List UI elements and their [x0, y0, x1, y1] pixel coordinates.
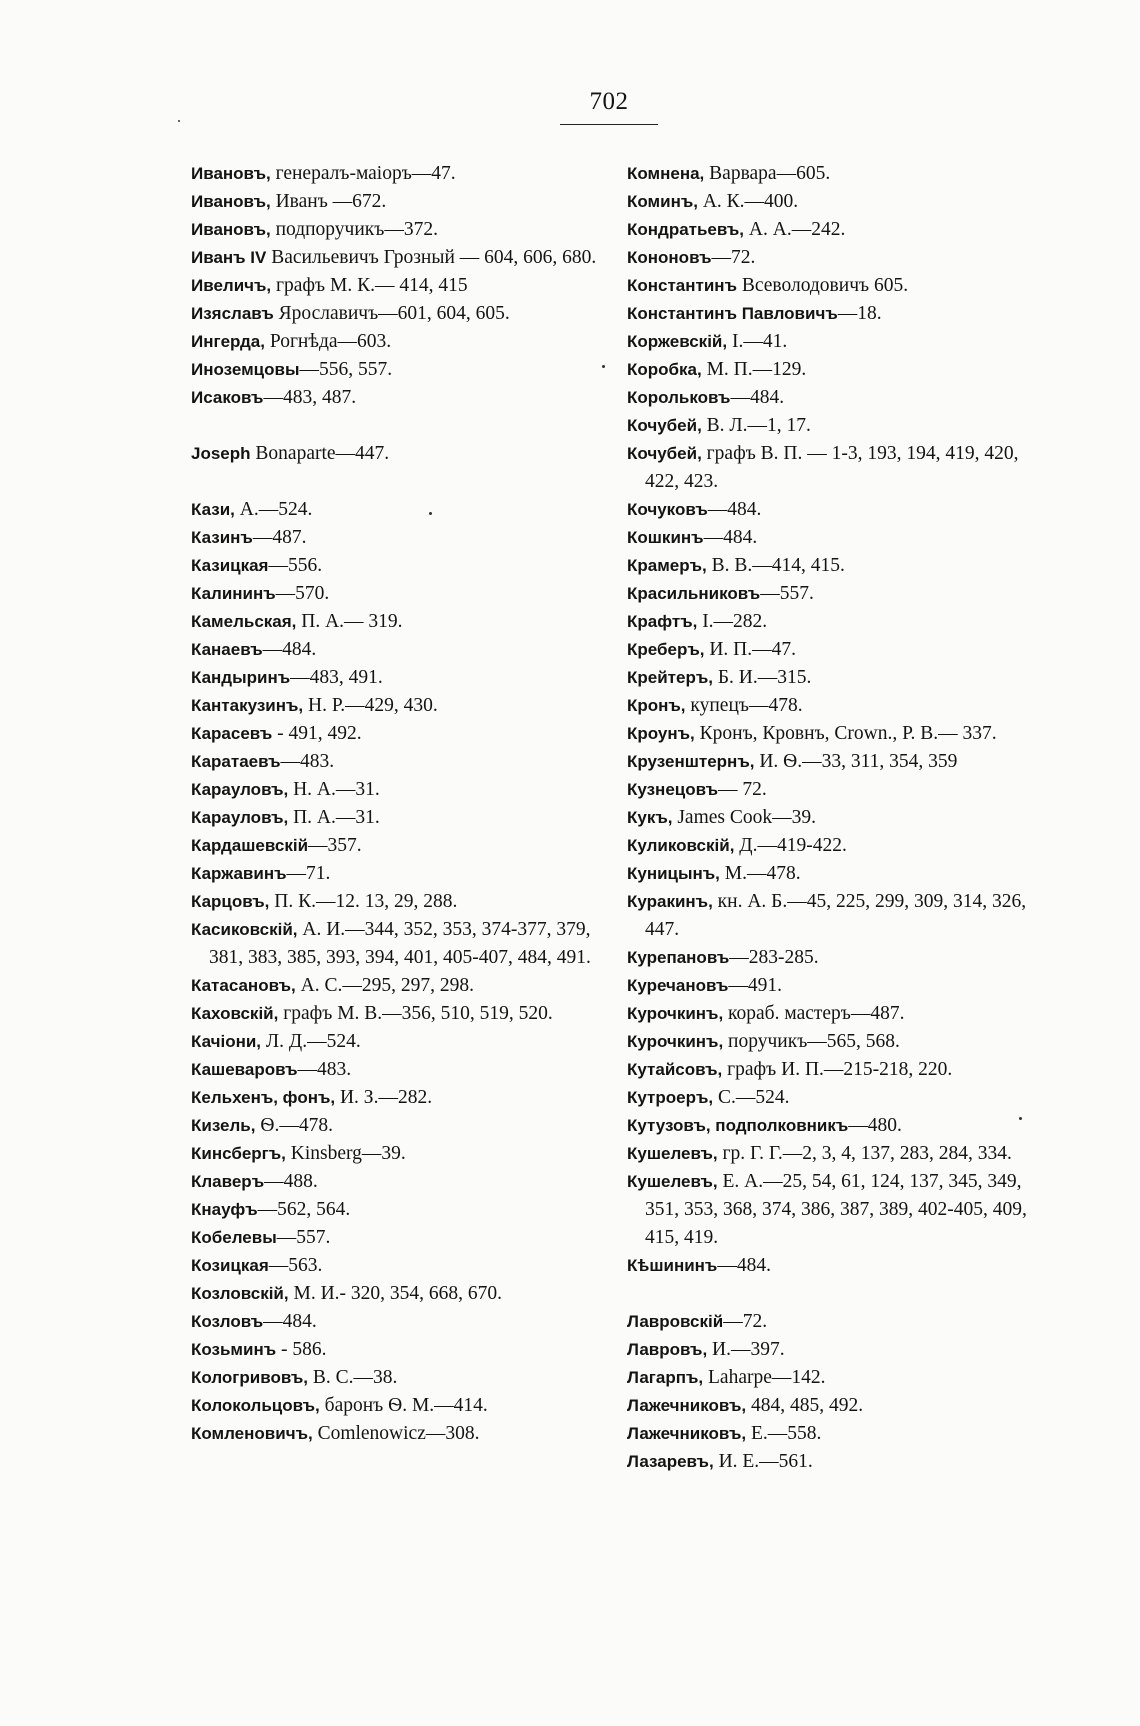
index-entry-refs: Рогнѣда—603.	[264, 331, 392, 352]
index-entry-name: Кантакузинъ,	[191, 696, 304, 715]
index-entry	[191, 1224, 611, 1252]
index-entry-name: Ингерда,	[191, 332, 265, 351]
index-entry-refs: М. И.- 320, 354, 668, 670.	[288, 1283, 503, 1304]
index-entry-refs: кораб. мастеръ—487.	[723, 1003, 905, 1024]
index-entry-name: Катасановъ,	[191, 976, 296, 995]
index-entry-refs: —483.	[280, 751, 335, 772]
index-entry-refs: гр. Г. Г.—2, 3, 4, 137, 283, 284, 334.	[717, 1143, 1012, 1164]
index-entry	[627, 188, 1052, 216]
index-entry-name: Козловскій,	[191, 1284, 289, 1303]
index-entry-refs: А.—524.	[234, 499, 313, 520]
index-entry-name: Кузнецовъ	[627, 780, 719, 799]
index-entry-name: Кутроеръ,	[627, 1088, 714, 1107]
index-entry-name: Коржевскій,	[627, 332, 728, 351]
print-speck	[429, 512, 432, 515]
index-entry-refs: —18.	[837, 303, 882, 324]
index-entry-refs: М.—478.	[719, 863, 801, 884]
index-entry	[191, 496, 611, 524]
index-entry	[627, 748, 1052, 776]
index-entry	[627, 664, 1052, 692]
index-entry-refs: Варвара—605.	[704, 163, 831, 184]
index-entry-name: Крузенштернъ,	[627, 752, 755, 771]
index-entry-name: Крейтеръ,	[627, 668, 713, 687]
index-entry	[627, 160, 1052, 188]
index-entry-name: Константинъ Павловичъ	[627, 304, 838, 323]
index-entry-name: Кардашевскій	[191, 836, 309, 855]
index-entry-refs: А. А.—242.	[744, 219, 846, 240]
index-entry-name: Канаевъ	[191, 640, 263, 659]
index-entry	[191, 524, 611, 552]
index-entry	[627, 216, 1052, 244]
index-entry-name: Красильниковъ	[627, 584, 761, 603]
index-entry	[191, 804, 611, 832]
index-entry-name: Изяславъ	[191, 304, 274, 323]
index-entry-name: Карауловъ,	[191, 808, 289, 827]
index-entry-refs: Е.—558.	[746, 1423, 822, 1444]
index-entry-name: Карауловъ,	[191, 780, 289, 799]
index-entry-name: Лавровскій	[627, 1312, 724, 1331]
index-entry	[627, 580, 1052, 608]
index-entry-refs: —557.	[760, 583, 814, 604]
index-column-left	[191, 160, 611, 1448]
index-entry-refs: П. К.—12. 13, 29, 288.	[269, 891, 458, 912]
index-entry	[191, 216, 611, 244]
index-entry-refs: графъ В. П. — 1-3, 193, 194, 419, 420, 422, 423.	[645, 443, 1019, 492]
index-entry-name: Лагарпъ,	[627, 1368, 704, 1387]
index-entry-name: Иноземцовы	[191, 360, 300, 379]
index-entry-refs: В. С.—38.	[307, 1367, 398, 1388]
index-entry	[627, 972, 1052, 1000]
index-entry-name: Каратаевъ	[191, 752, 281, 771]
print-speck	[1019, 1117, 1022, 1120]
index-entry-name: Куницынъ,	[627, 864, 720, 883]
index-entry-name: Куракинъ,	[627, 892, 713, 911]
index-entry	[627, 720, 1052, 748]
index-entry-refs: баронъ Ѳ. М.—414.	[319, 1395, 488, 1416]
index-entry	[627, 832, 1052, 860]
index-entry-name: Кононовъ	[627, 248, 712, 267]
index-entry	[191, 1364, 611, 1392]
index-entry	[627, 1308, 1052, 1336]
index-entry	[627, 944, 1052, 972]
index-entry-refs: Kinsberg—39.	[285, 1143, 406, 1164]
index-entry	[627, 524, 1052, 552]
index-entry-refs: графъ М. К.— 414, 415	[271, 275, 468, 296]
index-entry-name: Ивановъ,	[191, 164, 271, 183]
index-entry-name: Касиковскій,	[191, 920, 298, 939]
index-entry	[191, 1056, 611, 1084]
index-entry	[191, 1000, 611, 1028]
index-entry-refs: А. И.—344, 352, 353, 374-377, 379, 381, 383, 385, 393, 394, 401, 405-407, 484, 491.	[209, 919, 591, 968]
index-entry	[191, 440, 611, 468]
index-entry-name: Лажечниковъ,	[627, 1424, 747, 1443]
index-entry	[191, 972, 611, 1000]
index-entry-refs: подпоручикъ—372.	[270, 219, 438, 240]
index-entry-name: Корольковъ	[627, 388, 731, 407]
index-entry	[191, 272, 611, 300]
index-entry-refs: —72.	[723, 1311, 768, 1332]
index-entry-refs: Б. И.—315.	[712, 667, 812, 688]
index-entry	[191, 1196, 611, 1224]
index-entry	[627, 328, 1052, 356]
index-entry-name: Куликовскій,	[627, 836, 735, 855]
index-entry-name: Клаверъ	[191, 1172, 265, 1191]
index-entry-refs: И. З.—282.	[335, 1087, 433, 1108]
index-entry-refs: П. А.— 319.	[296, 611, 403, 632]
index-entry-name: Крамеръ,	[627, 556, 707, 575]
index-entry-refs: —484.	[707, 499, 762, 520]
index-entry-refs: С.—524.	[713, 1087, 790, 1108]
index-entry-name: Кельхенъ, фонъ,	[191, 1088, 336, 1107]
index-entry-refs: И. Е.—561.	[713, 1451, 813, 1472]
index-entry	[191, 580, 611, 608]
index-entry-refs: —487.	[252, 527, 307, 548]
index-entry-refs: И. П.—47.	[704, 639, 796, 660]
index-entry-name: Козьминъ	[191, 1340, 277, 1359]
index-entry-refs: —483, 491.	[290, 667, 383, 688]
index-entry	[191, 1168, 611, 1196]
index-entry	[191, 916, 611, 972]
index-entry	[191, 1420, 611, 1448]
index-entry-refs: —357.	[308, 835, 362, 856]
index-entry-refs: —488.	[264, 1171, 318, 1192]
index-entry-name: Иванъ IV	[191, 248, 267, 267]
index-entry	[627, 692, 1052, 720]
index-entry-name: Креберъ,	[627, 640, 705, 659]
index-entry	[627, 1028, 1052, 1056]
index-entry	[191, 692, 611, 720]
index-entry-name: Кроунъ,	[627, 724, 695, 743]
index-entry	[191, 1252, 611, 1280]
index-entry	[627, 412, 1052, 440]
index-entry	[191, 720, 611, 748]
index-entry	[627, 608, 1052, 636]
index-entry	[191, 552, 611, 580]
index-entry-name: Кандыринъ	[191, 668, 291, 687]
index-entry-name: Кондратьевъ,	[627, 220, 745, 239]
index-entry	[627, 1364, 1052, 1392]
index-entry-name: Кушелевъ,	[627, 1172, 718, 1191]
index-entry	[191, 1308, 611, 1336]
index-entry-name: Лазаревъ,	[627, 1452, 714, 1471]
index-entry	[627, 1140, 1052, 1168]
index-entry	[627, 1056, 1052, 1084]
index-entry-refs: - 586.	[276, 1339, 327, 1360]
section-gap	[627, 1280, 1052, 1308]
index-entry-name: Курепановъ	[627, 948, 730, 967]
index-entry-refs: Ѳ.—478.	[255, 1115, 333, 1136]
index-entry	[627, 440, 1052, 496]
index-entry-name: Ивеличъ,	[191, 276, 272, 295]
index-entry-refs: Н. Р.—429, 430.	[303, 695, 438, 716]
index-entry	[191, 1140, 611, 1168]
index-entry-name: Казицкая	[191, 556, 269, 575]
index-entry-refs: — 72.	[718, 779, 767, 800]
index-entry	[627, 1448, 1052, 1476]
index-entry	[627, 1252, 1052, 1280]
index-entry-refs: В. Л.—1, 17.	[701, 415, 811, 436]
index-entry-name: Куречановъ	[627, 976, 729, 995]
index-entry	[627, 636, 1052, 664]
index-entry-name: Курочкинъ,	[627, 1004, 724, 1023]
index-entry-name: Исаковъ	[191, 388, 264, 407]
index-entry	[191, 664, 611, 692]
index-entry-name: Калининъ	[191, 584, 276, 603]
index-entry	[191, 832, 611, 860]
index-entry-name: Комленовичъ,	[191, 1424, 313, 1443]
index-entry-name: Крафтъ,	[627, 612, 698, 631]
index-entry	[627, 384, 1052, 412]
index-entry-name: Кази,	[191, 500, 235, 519]
index-entry	[627, 272, 1052, 300]
index-entry-refs: —491.	[728, 975, 783, 996]
index-entry-name: Коминъ,	[627, 192, 698, 211]
section-gap	[191, 412, 611, 440]
page-number-rule	[560, 124, 658, 125]
index-entry	[627, 888, 1052, 944]
index-entry-refs: —556, 557.	[299, 359, 393, 380]
index-entry-name: Комнена,	[627, 164, 705, 183]
index-entry-name: Константинъ	[627, 276, 737, 295]
index-entry	[627, 552, 1052, 580]
index-entry	[627, 1168, 1052, 1252]
index-entry	[191, 608, 611, 636]
index-entry-refs: —71.	[286, 863, 331, 884]
index-entry-refs: И. Ѳ.—33, 311, 354, 359	[754, 751, 958, 772]
index-entry-name: Кашеваровъ	[191, 1060, 298, 1079]
index-entry-refs: —556.	[268, 555, 323, 576]
index-entry-name: Кочуковъ	[627, 500, 708, 519]
index-entry-refs: купецъ—478.	[685, 695, 803, 716]
index-entry	[627, 1084, 1052, 1112]
index-entry-refs: —557.	[276, 1227, 331, 1248]
index-entry-name: Кочубей,	[627, 416, 702, 435]
index-entry	[191, 384, 611, 412]
index-entry	[627, 1336, 1052, 1364]
index-entry	[191, 776, 611, 804]
index-entry-refs: —562, 564.	[257, 1199, 351, 1220]
index-entry-refs: I.—282.	[697, 611, 768, 632]
index-entry-name: Кобелевы	[191, 1228, 277, 1247]
index-entry-refs: —484.	[717, 1255, 771, 1276]
index-entry-refs: James Cook—39.	[672, 807, 817, 828]
index-entry-refs: Васильевичъ Грозный — 604, 606, 680.	[266, 247, 597, 268]
index-entry-refs: —483.	[297, 1059, 352, 1080]
index-entry-name: Карасевъ	[191, 724, 273, 743]
index-entry-refs: —484.	[730, 387, 785, 408]
index-entry	[191, 300, 611, 328]
index-entry-refs: графъ И. П.—215-218, 220.	[722, 1059, 953, 1080]
index-entry	[627, 1420, 1052, 1448]
index-entry	[627, 244, 1052, 272]
index-entry	[191, 1392, 611, 1420]
index-entry-name: Кронъ,	[627, 696, 686, 715]
index-entry-refs: —484.	[703, 527, 758, 548]
index-entry-name: Кологривовъ,	[191, 1368, 308, 1387]
index-entry-name: Кошкинъ	[627, 528, 704, 547]
index-entry	[191, 1280, 611, 1308]
index-entry	[191, 636, 611, 664]
index-entry	[191, 244, 611, 272]
index-entry-refs: Bonaparte—447.	[250, 443, 390, 464]
index-entry	[191, 1112, 611, 1140]
index-entry-name: Кочубей,	[627, 444, 702, 463]
index-entry-name: Камельская,	[191, 612, 297, 631]
index-entry-name: Кнауфъ	[191, 1200, 258, 1219]
index-entry	[191, 188, 611, 216]
index-entry	[191, 1028, 611, 1056]
index-entry-refs: I.—41.	[727, 331, 788, 352]
index-entry-refs: А. К.—400.	[697, 191, 799, 212]
index-entry-name: Каховскій,	[191, 1004, 279, 1023]
index-entry	[191, 860, 611, 888]
index-entry-refs: И.—397.	[707, 1339, 785, 1360]
index-column-right	[627, 160, 1052, 1476]
index-entry-refs: —570.	[275, 583, 330, 604]
index-entry	[627, 356, 1052, 384]
index-entry-refs: Comlenowicz—308.	[312, 1423, 480, 1444]
index-entry-refs: —480.	[848, 1115, 902, 1136]
index-entry	[191, 160, 611, 188]
index-entry-refs: Д.—419-422.	[734, 835, 847, 856]
index-entry-name: Ивановъ,	[191, 220, 271, 239]
index-entry-name: Кутайсовъ,	[627, 1060, 723, 1079]
index-entry-name: Каржавинъ	[191, 864, 287, 883]
index-entry	[191, 888, 611, 916]
section-gap	[191, 468, 611, 496]
index-entry	[627, 860, 1052, 888]
index-entry-refs: —72.	[711, 247, 756, 268]
index-entry	[191, 1084, 611, 1112]
index-entry-name: Казинъ	[191, 528, 253, 547]
index-entry	[191, 328, 611, 356]
index-entry	[191, 356, 611, 384]
index-entry-name: Карцовъ,	[191, 892, 270, 911]
index-entry-name: Козицкая	[191, 1256, 269, 1275]
index-entry-refs: кн. А. Б.—45, 225, 299, 309, 314, 326, 447.	[645, 891, 1027, 940]
index-entry-name: Кушелевъ,	[627, 1144, 718, 1163]
index-entry-refs: Е. А.—25, 54, 61, 124, 137, 345, 349, 351, 353, 368, 374, 386, 387, 389, 402-405, 409, 415, 419.	[645, 1171, 1027, 1248]
index-entry-name: Кинсбергъ,	[191, 1144, 286, 1163]
index-entry-name: Joseph	[191, 444, 251, 463]
index-entry	[627, 1112, 1052, 1140]
index-entry-name: Кизель,	[191, 1116, 256, 1135]
index-entry-refs: 484, 485, 492.	[746, 1395, 864, 1416]
index-entry	[627, 496, 1052, 524]
index-entry-refs: графъ М. В.—356, 510, 519, 520.	[278, 1003, 553, 1024]
print-speck	[178, 120, 180, 122]
index-entry-refs: поручикъ—565, 568.	[723, 1031, 900, 1052]
index-entry	[627, 776, 1052, 804]
index-entry-name: Кѣшининъ	[627, 1256, 718, 1275]
index-entry-name: Ивановъ,	[191, 192, 271, 211]
index-entry	[627, 1000, 1052, 1028]
index-entry	[627, 804, 1052, 832]
index-entry-name: Лавровъ,	[627, 1340, 708, 1359]
index-entry-name: Кукъ,	[627, 808, 673, 827]
index-entry-refs: П. А.—31.	[288, 807, 380, 828]
index-entry-name: Курочкинъ,	[627, 1032, 724, 1051]
index-entry-name: Коробка,	[627, 360, 702, 379]
index-entry-refs: генералъ-маіоръ—47.	[270, 163, 456, 184]
index-entry-refs: Кронъ, Кровнъ, Crown., Р. В.— 337.	[694, 723, 997, 744]
index-entry-refs: - 491, 492.	[272, 723, 362, 744]
index-entry-refs: Н. А.—31.	[288, 779, 380, 800]
index-entry-refs: Л. Д.—524.	[261, 1031, 361, 1052]
index-entry	[627, 300, 1052, 328]
index-entry-refs: —484.	[262, 639, 317, 660]
page-number: 702	[589, 88, 629, 115]
index-entry-refs: А. С.—295, 297, 298.	[295, 975, 474, 996]
index-entry-refs: Ярославичъ—601, 604, 605.	[273, 303, 510, 324]
index-entry-refs: —484.	[263, 1311, 317, 1332]
index-entry-refs: В. В.—414, 415.	[706, 555, 845, 576]
index-entry-name: Качіони,	[191, 1032, 262, 1051]
index-entry-refs: Всеволодовичъ 605.	[736, 275, 909, 296]
index-entry	[191, 1336, 611, 1364]
index-entry-refs: Иванъ —672.	[270, 191, 387, 212]
index-entry-name: Кутузовъ, подполковникъ	[627, 1116, 849, 1135]
index-entry-refs: —563.	[268, 1255, 323, 1276]
index-entry-name: Колокольцовъ,	[191, 1396, 320, 1415]
index-entry-refs: М. П.—129.	[701, 359, 807, 380]
index-entry-refs: Laharpe—142.	[703, 1367, 826, 1388]
index-entry-name: Лажечниковъ,	[627, 1396, 747, 1415]
index-entry-refs: —483, 487.	[263, 387, 357, 408]
print-speck	[602, 365, 605, 368]
index-entry	[191, 748, 611, 776]
index-entry	[627, 1392, 1052, 1420]
index-entry-refs: —283-285.	[729, 947, 819, 968]
index-entry-name: Козловъ	[191, 1312, 264, 1331]
